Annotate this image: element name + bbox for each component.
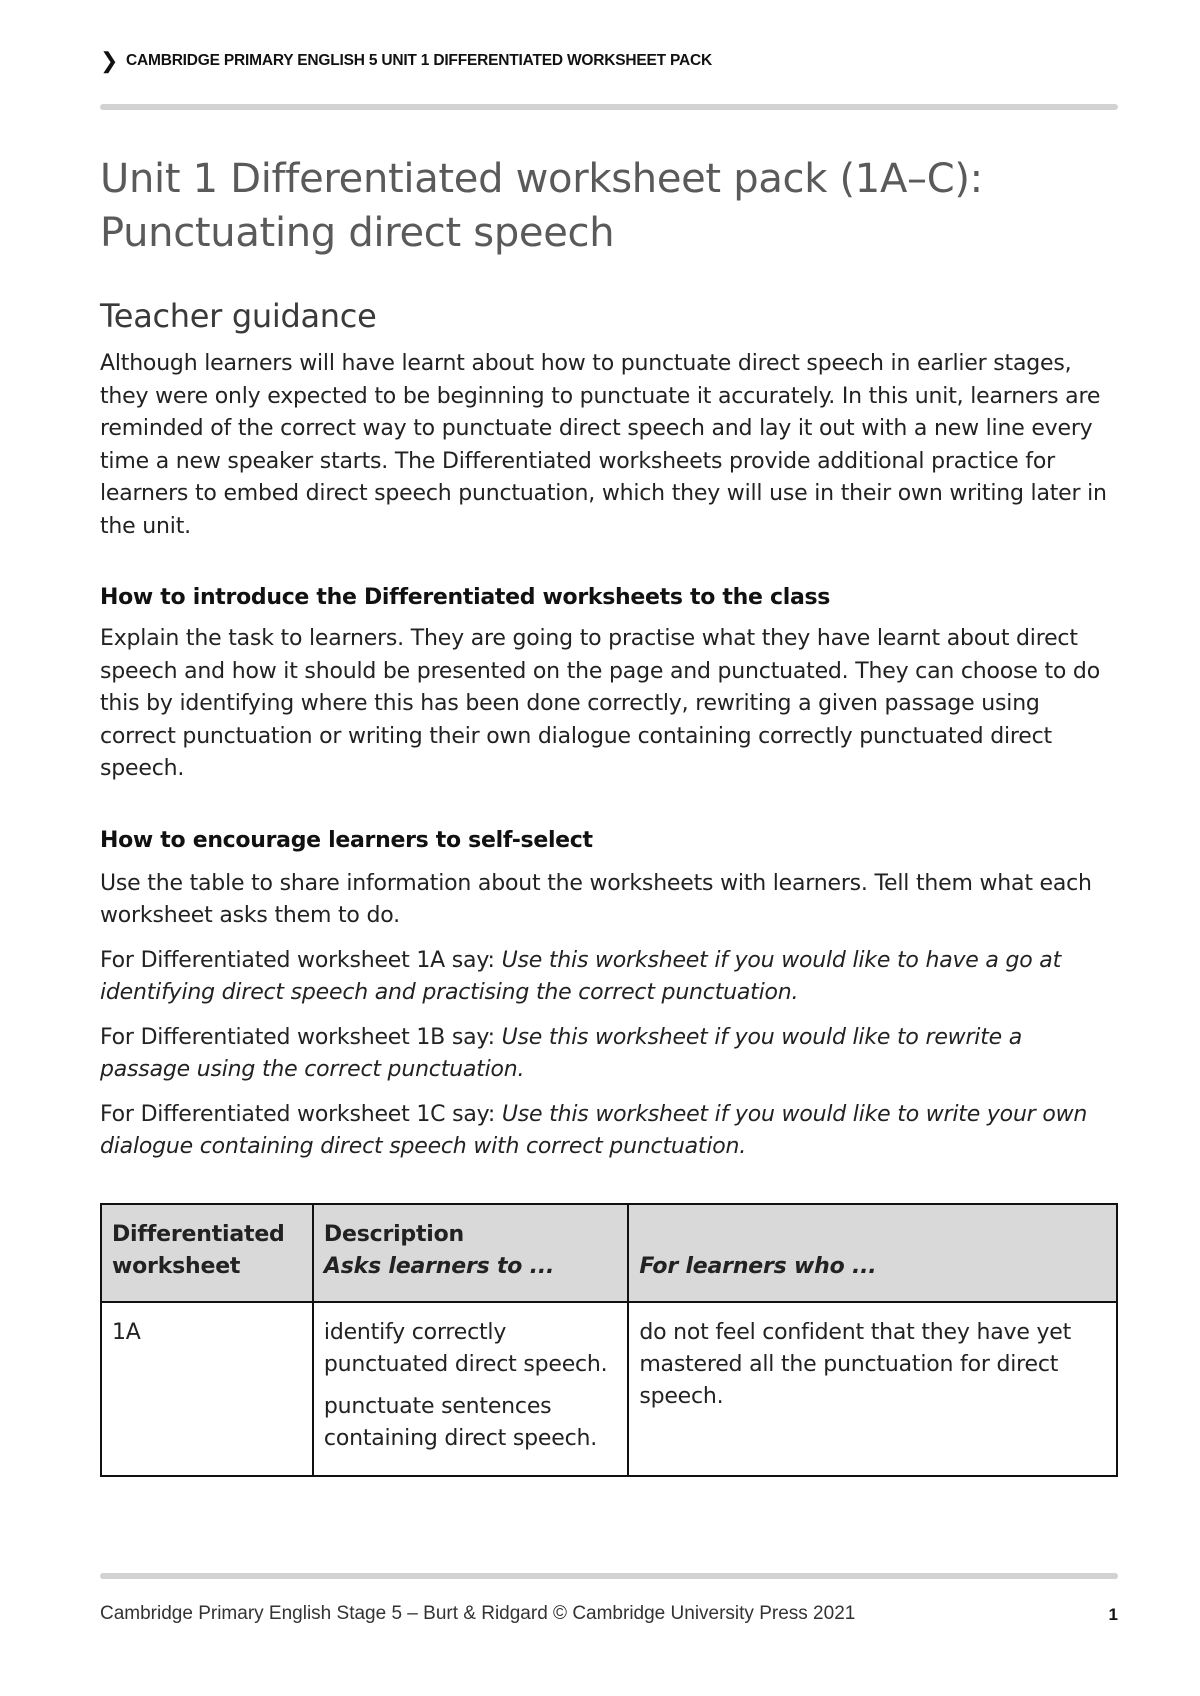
cell-asks-item-2: punctuate sentences containing direct speech. bbox=[323, 1394, 598, 1451]
say-item-quote: Use this worksheet if you would like to write your own dialogue containing direct speech with correct punctuation. bbox=[100, 1101, 1088, 1159]
say-item-quote: Use this worksheet if you would like to have a go at identifying direct speech and practising the correct punctuation. bbox=[100, 947, 1062, 1005]
say-item-lead: For Differentiated worksheet 1B say: bbox=[100, 1024, 502, 1050]
say-item-lead: For Differentiated worksheet 1A say: bbox=[100, 947, 502, 973]
table-header-row bbox=[101, 1204, 1117, 1302]
page-title-line-2: Punctuating direct speech bbox=[100, 210, 615, 256]
main-content bbox=[100, 152, 1118, 1164]
header-worksheet: Differentiated worksheet bbox=[101, 1204, 313, 1302]
self-select-section-heading: How to encourage learners to self-select bbox=[100, 827, 593, 853]
introduce-section-body: Explain the task to learners. They are going to practise what they have learnt about direct speech and how it should be presented on the page and punctuated. They can choose to do this by identifying where this has been done correctly, rewriting a given passage using correct punctuation or writing their own dialogue containing correctly punctuated direct speech. bbox=[100, 626, 1100, 781]
header-description bbox=[313, 1204, 628, 1302]
say-item-1b bbox=[100, 1022, 1118, 1087]
say-item-1c bbox=[100, 1099, 1118, 1164]
page-number: 1 bbox=[1108, 1605, 1118, 1624]
cell-for-learners: do not feel confident that they have yet mastered all the punctuation for direct speech. bbox=[628, 1302, 1117, 1476]
running-header-title: CAMBRIDGE PRIMARY ENGLISH 5 UNIT 1 DIFFERENTIATED WORKSHEET PACK bbox=[126, 52, 712, 69]
worksheet-table bbox=[100, 1203, 1118, 1477]
cell-worksheet: 1A bbox=[101, 1302, 313, 1476]
running-header bbox=[100, 50, 712, 72]
footer-divider bbox=[100, 1573, 1118, 1579]
header-divider bbox=[100, 104, 1118, 110]
say-item-quote: Use this worksheet if you would like to rewrite a passage using the correct punctuation. bbox=[100, 1024, 1023, 1082]
page-title-line-1: Unit 1 Differentiated worksheet pack (1A–C): bbox=[100, 156, 983, 202]
header-description-title: Description bbox=[323, 1222, 465, 1247]
table-row bbox=[101, 1302, 1117, 1476]
cell-asks-item-1: identify correctly punctuated direct speech. bbox=[323, 1320, 608, 1377]
intro-paragraph: Although learners will have learnt about how to punctuate direct speech in earlier stages, they were only expected to be beginning to punctuate it accurately. In this unit, learners are reminded of the correct way to punctuate direct speech and lay it out with a new line every time a new speaker starts. The Differentiated worksheets provide additional practice for learners to embed direct speech punctuation, which they will use in their own writing later in the unit. bbox=[100, 351, 1107, 539]
chevron-right-icon: ❯ bbox=[100, 48, 119, 73]
say-item-1a bbox=[100, 945, 1118, 1010]
say-item-lead: For Differentiated worksheet 1C say: bbox=[100, 1101, 502, 1127]
header-for-learners-text: For learners who ... bbox=[639, 1254, 877, 1279]
introduce-section-heading: How to introduce the Differentiated worksheets to the class bbox=[100, 585, 831, 610]
footer bbox=[100, 1603, 1118, 1625]
page-title bbox=[100, 152, 1118, 260]
header-asks-learners: Asks learners to ... bbox=[323, 1254, 555, 1279]
footer-credit: Cambridge Primary English Stage 5 – Burt & Ridgard © Cambridge University Press 2021 bbox=[100, 1603, 856, 1624]
cell-asks bbox=[313, 1302, 628, 1476]
teacher-guidance-heading: Teacher guidance bbox=[100, 297, 377, 335]
header-for-learners bbox=[628, 1204, 1117, 1302]
self-select-section-body: Use the table to share information about the worksheets with learners. Tell them what each worksheet asks them to do. bbox=[100, 870, 1092, 928]
